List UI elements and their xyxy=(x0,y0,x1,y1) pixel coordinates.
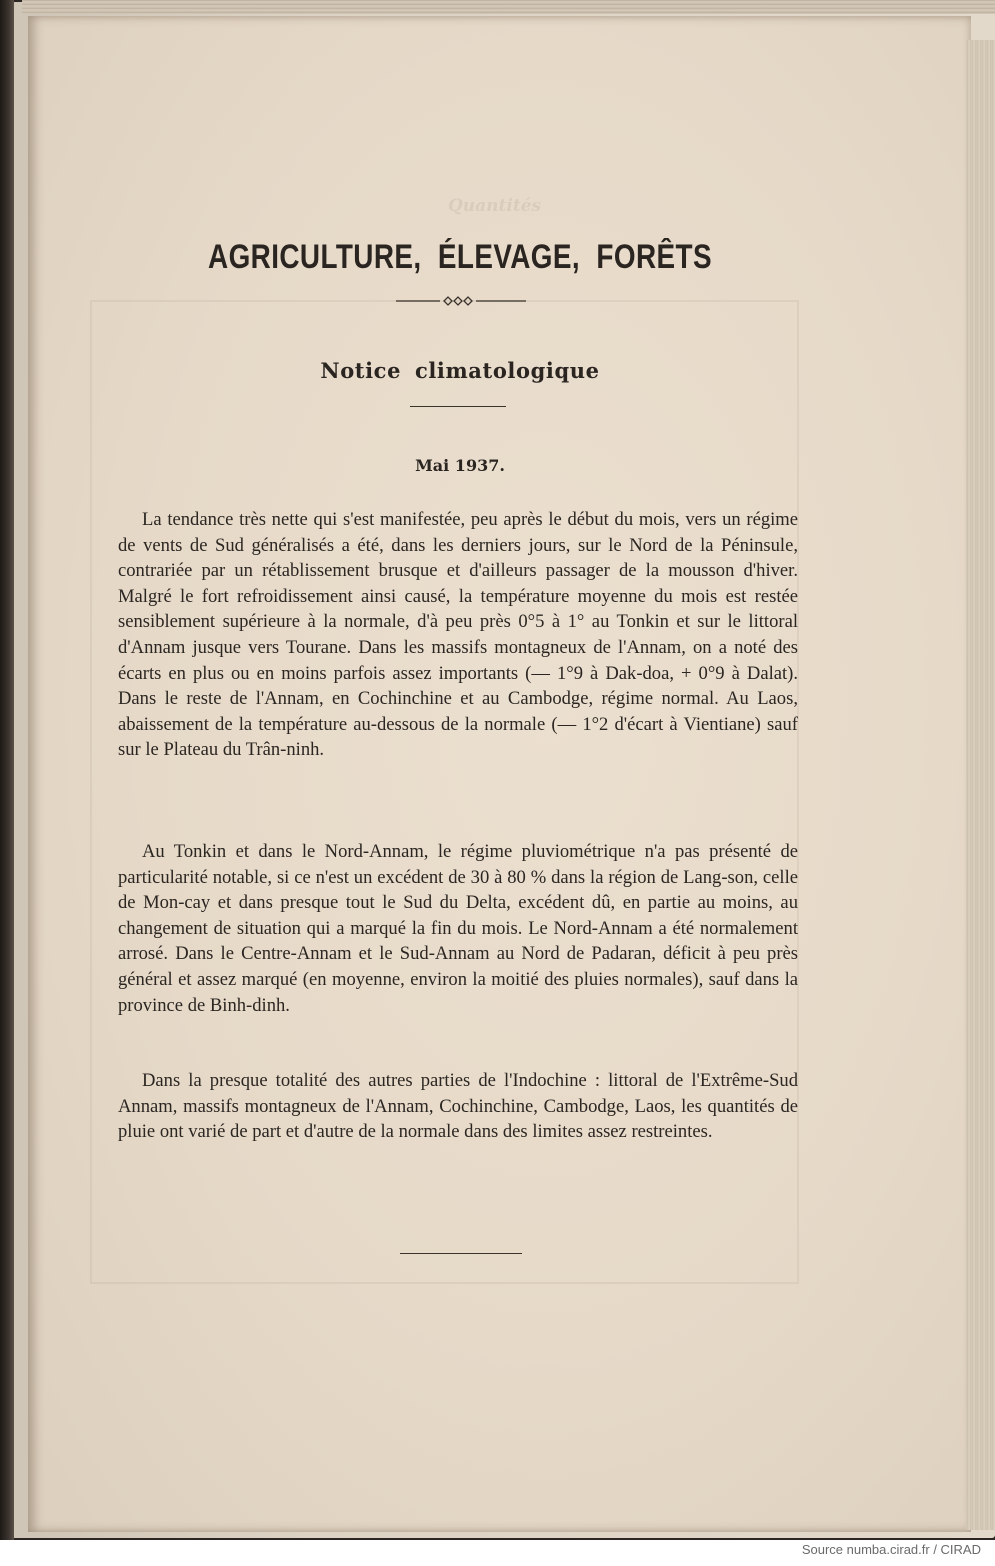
paragraph-rainfall-other: Dans la presque totalité des autres parties de l'Indochine : littoral de l'Extrême-Sud Annam, massifs montagneux de l'Annam, Cochinchine, Cambodge, Laos, les quantités de pluie ont varié de part et d'autre de la normale dans des limites assez restreintes. xyxy=(118,1070,798,1143)
ornament-divider-icon xyxy=(396,294,526,308)
main-title: AGRICULTURE, ÉLEVAGE, FORÊTS xyxy=(208,238,712,276)
paragraph-rainfall-north: Au Tonkin et dans le Nord-Annam, le régime pluviométrique n'a pas présenté de particularité notable, si ce n'est un excédent de 30 à 80 % dans la région de Lang-son, celle de Mon-cay et dans presque tout le Sud du Delta, excédent dû, en partie au moins, au changement de situation qui a marqué la fin du mois. Le Nord-Annam a été normalement arrosé. Dans le Centre-Annam et le Sud-Annam au Nord de Padaran, déficit à peu près général et assez marqué (en moyenne, environ la moitié des pluies normales), sauf dans la province de Binh-dinh. xyxy=(118,841,798,1016)
bleed-through-text: Quantités xyxy=(448,196,542,216)
heading-rule xyxy=(410,406,506,407)
closing-rule xyxy=(400,1253,522,1254)
section-heading: Notice climatologique xyxy=(320,358,600,383)
paragraph-temperature: La tendance très nette qui s'est manifestée, peu après le début du mois, vers un régime de vents de Sud généralisés a été, dans les derniers jours, sur le Nord de la Péninsule, contrariée par un rétablissement brusque et d'ailleurs passager de la mousson d'hiver. Malgré le fort refroidissement ainsi causé, la température moyenne du mois est restée sensiblement supérieure à la normale, d'à peu près 0°5 à 1° au Tonkin et sur le littoral d'Annam jusque vers Tourane. Dans les massifs montagneux de l'Annam, on a noté des écarts en plus ou en moins parfois assez importants (— 1°9 à Dak-doa, + 0°9 à Dalat). Dans le reste de l'Annam, en Cochinchine et au Cambodge, régime normal. Au Laos, abaissement de la température au-dessous de la normale (— 1°2 d'écart à Vientiane) sauf sur le Plateau du Trân-ninh. xyxy=(118,509,798,761)
date-heading: Mai 1937. xyxy=(415,456,505,475)
source-credit: Source numba.cirad.fr / CIRAD xyxy=(801,1542,981,1557)
